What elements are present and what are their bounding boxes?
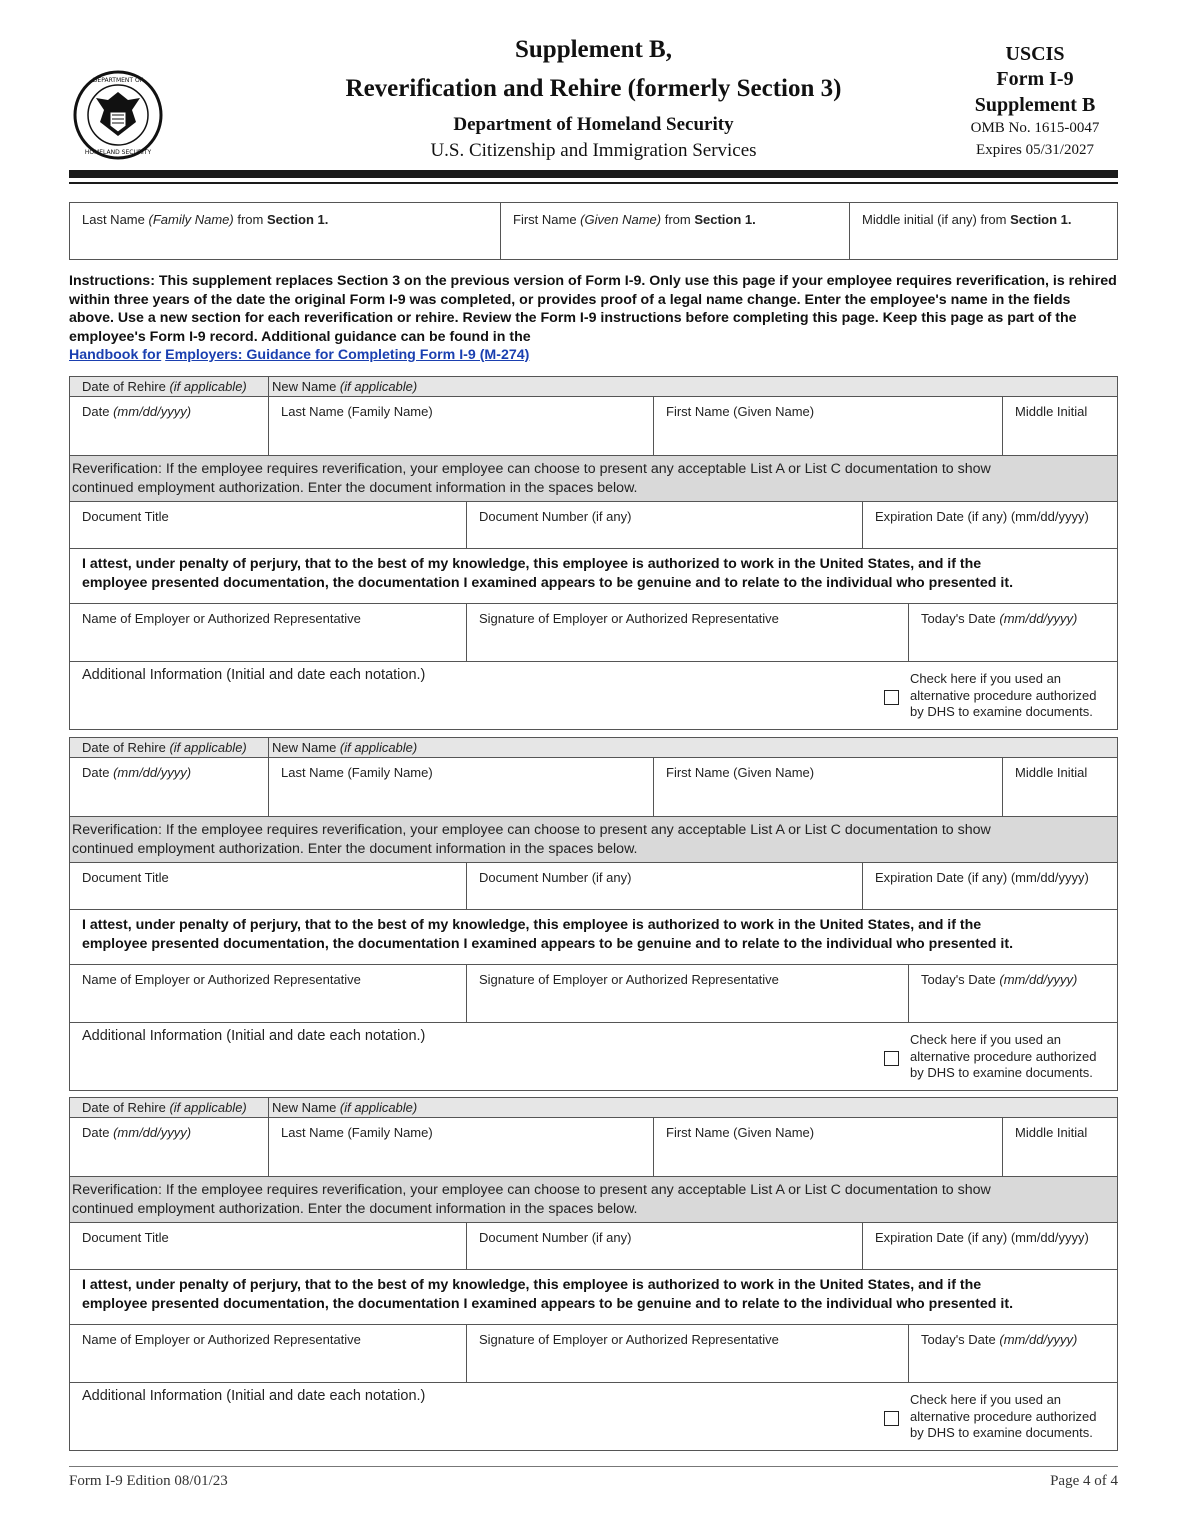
- employer-name-field[interactable]: Name of Employer or Authorized Representative: [70, 604, 467, 661]
- rehire-header-row: [69, 376, 1118, 397]
- new-name-label: New Name (if applicable): [272, 1100, 418, 1115]
- todays-date-field[interactable]: Today's Date (mm/dd/yyyy): [921, 1332, 1078, 1347]
- new-last-name-field[interactable]: Last Name (Family Name): [269, 397, 654, 455]
- rehire-header-row: [69, 737, 1118, 758]
- document-expiration-field[interactable]: Expiration Date (if any) (mm/dd/yyyy): [875, 509, 1089, 524]
- form-title-line1: Supplement B,: [515, 36, 672, 63]
- document-row: [69, 863, 1118, 910]
- employer-row: [69, 604, 1118, 662]
- footer-page-number: Page 4 of 4: [1050, 1473, 1118, 1489]
- alternative-procedure-checkbox[interactable]: [884, 1051, 899, 1066]
- new-last-name-field[interactable]: Last Name (Family Name): [269, 758, 654, 816]
- alternative-procedure-checkbox[interactable]: [884, 1411, 899, 1426]
- svg-text:HOMELAND SECURITY: HOMELAND SECURITY: [84, 149, 152, 156]
- additional-info-row[interactable]: [69, 1383, 1118, 1451]
- reverification-note: Reverification: If the employee requires reverification, your employee can choose to present any acceptable List A or List C documentation to show continued employment authorization. Enter the document information in the spaces below.: [69, 1177, 1118, 1223]
- employee-name-row: [69, 202, 1118, 260]
- alternative-procedure-label: Check here if you used an alternative procedure authorized by DHS to examine documents.: [910, 1032, 1097, 1080]
- employer-signature-field[interactable]: Signature of Employer or Authorized Representative: [467, 965, 909, 1022]
- form-title-line2: Reverification and Rehire (formerly Section 3): [345, 75, 842, 102]
- header-rule: [69, 170, 1118, 178]
- rehire-date-field[interactable]: Date (mm/dd/yyyy): [70, 397, 269, 455]
- document-expiration-field[interactable]: Expiration Date (if any) (mm/dd/yyyy): [875, 1230, 1089, 1245]
- new-middle-initial-field[interactable]: Middle Initial: [1015, 404, 1088, 419]
- alternative-procedure-checkbox[interactable]: [884, 690, 899, 705]
- additional-info-label: Additional Information (Initial and date each notation.): [82, 1388, 426, 1404]
- new-first-name-field[interactable]: First Name (Given Name): [654, 397, 1003, 455]
- todays-date-field[interactable]: Today's Date (mm/dd/yyyy): [921, 972, 1078, 987]
- rehire-date-field[interactable]: Date (mm/dd/yyyy): [70, 758, 269, 816]
- document-title-field[interactable]: Document Title: [70, 863, 467, 909]
- instructions: Instructions: This supplement replaces Section 3 on the previous version of Form I-9. Only use this page if your employee requires reverification, is rehired within three years of the date the original Form I-9 was completed, or provides proof of a legal name change. Enter the employee's name in the fields above. Use a new section for each reverification or rehire. Review the Form I-9 instructions before completing this page. Keep this page as part of the employee's Form I-9 record. Additional guidance can be found in the Handbook for Employers: Guidance for Completing Form I-9 (M-274): [69, 273, 1117, 363]
- todays-date-field[interactable]: Today's Date (mm/dd/yyyy): [921, 611, 1078, 626]
- agency-name: U.S. Citizenship and Immigration Services: [430, 140, 757, 161]
- alternative-procedure-label: Check here if you used an alternative procedure authorized by DHS to examine documents.: [910, 671, 1097, 719]
- new-name-label: New Name (if applicable): [272, 379, 418, 394]
- handbook-link-part1[interactable]: Handbook for: [69, 347, 162, 363]
- rehire-fields-row: [69, 1118, 1118, 1177]
- rehire-date-label: Date of Rehire (if applicable): [82, 379, 247, 394]
- employer-row: [69, 965, 1118, 1023]
- rehire-fields-row: [69, 397, 1118, 456]
- employer-signature-field[interactable]: Signature of Employer or Authorized Representative: [467, 604, 909, 661]
- rehire-date-field[interactable]: Date (mm/dd/yyyy): [70, 1118, 269, 1176]
- additional-info-label: Additional Information (Initial and date each notation.): [82, 1028, 426, 1044]
- handbook-link-part2[interactable]: Employers: Guidance for Completing Form I-9 (M-274): [165, 347, 530, 363]
- middle-initial-field[interactable]: Middle initial (if any) from Section 1.: [862, 212, 1072, 227]
- document-title-field[interactable]: Document Title: [70, 502, 467, 548]
- header-rule-thin: [69, 182, 1118, 184]
- reverification-note: Reverification: If the employee requires reverification, your employee can choose to present any acceptable List A or List C documentation to show continued employment authorization. Enter the document information in the spaces below.: [69, 817, 1118, 863]
- document-number-field[interactable]: Document Number (if any): [467, 863, 863, 909]
- rehire-header-row: [69, 1097, 1118, 1118]
- footer-edition: Form I-9 Edition 08/01/23: [69, 1473, 228, 1489]
- dhs-seal: [70, 70, 166, 160]
- employer-name-field[interactable]: Name of Employer or Authorized Representative: [70, 965, 467, 1022]
- expiration-date: Expires 05/31/2027: [976, 142, 1094, 158]
- document-row: [69, 502, 1118, 549]
- new-name-label: New Name (if applicable): [272, 740, 418, 755]
- department-name: Department of Homeland Security: [453, 114, 734, 135]
- rehire-fields-row: [69, 758, 1118, 817]
- additional-info-label: Additional Information (Initial and date each notation.): [82, 667, 426, 683]
- document-number-field[interactable]: Document Number (if any): [467, 1223, 863, 1269]
- first-name-field[interactable]: First Name (Given Name) from Section 1.: [501, 203, 850, 259]
- attestation: I attest, under penalty of perjury, that to the best of my knowledge, this employee is authorized to work in the United States, and if the employee presented documentation, the documentation I examined appears to be genuine and to relate to the individual who presented it.: [69, 1270, 1118, 1325]
- new-first-name-field[interactable]: First Name (Given Name): [654, 758, 1003, 816]
- alternative-procedure-label: Check here if you used an alternative procedure authorized by DHS to examine documents.: [910, 1392, 1097, 1440]
- additional-info-row[interactable]: [69, 1023, 1118, 1091]
- new-middle-initial-field[interactable]: Middle Initial: [1015, 765, 1088, 780]
- employer-signature-field[interactable]: Signature of Employer or Authorized Representative: [467, 1325, 909, 1382]
- new-first-name-field[interactable]: First Name (Given Name): [654, 1118, 1003, 1176]
- document-title-field[interactable]: Document Title: [70, 1223, 467, 1269]
- rehire-date-label: Date of Rehire (if applicable): [82, 740, 247, 755]
- document-number-field[interactable]: Document Number (if any): [467, 502, 863, 548]
- new-last-name-field[interactable]: Last Name (Family Name): [269, 1118, 654, 1176]
- agency-code: USCIS: [1005, 43, 1065, 65]
- document-expiration-field[interactable]: Expiration Date (if any) (mm/dd/yyyy): [875, 870, 1089, 885]
- reverification-note: Reverification: If the employee requires reverification, your employee can choose to present any acceptable List A or List C documentation to show continued employment authorization. Enter the document information in the spaces below.: [69, 456, 1118, 502]
- attestation: I attest, under penalty of perjury, that to the best of my knowledge, this employee is authorized to work in the United States, and if the employee presented documentation, the documentation I examined appears to be genuine and to relate to the individual who presented it.: [69, 549, 1118, 604]
- new-middle-initial-field[interactable]: Middle Initial: [1015, 1125, 1088, 1140]
- attestation: I attest, under penalty of perjury, that to the best of my knowledge, this employee is authorized to work in the United States, and if the employee presented documentation, the documentation I examined appears to be genuine and to relate to the individual who presented it.: [69, 910, 1118, 965]
- employer-row: [69, 1325, 1118, 1383]
- last-name-field[interactable]: Last Name (Family Name) from Section 1.: [70, 203, 501, 259]
- employer-name-field[interactable]: Name of Employer or Authorized Representative: [70, 1325, 467, 1382]
- omb-number: OMB No. 1615-0047: [970, 120, 1100, 136]
- form-name: Form I-9: [996, 68, 1074, 90]
- svg-text:DEPARTMENT OF: DEPARTMENT OF: [92, 77, 144, 84]
- additional-info-row[interactable]: [69, 662, 1118, 730]
- supplement-name: Supplement B: [974, 94, 1096, 116]
- document-row: [69, 1223, 1118, 1270]
- footer-rule: [69, 1466, 1118, 1467]
- rehire-date-label: Date of Rehire (if applicable): [82, 1100, 247, 1115]
